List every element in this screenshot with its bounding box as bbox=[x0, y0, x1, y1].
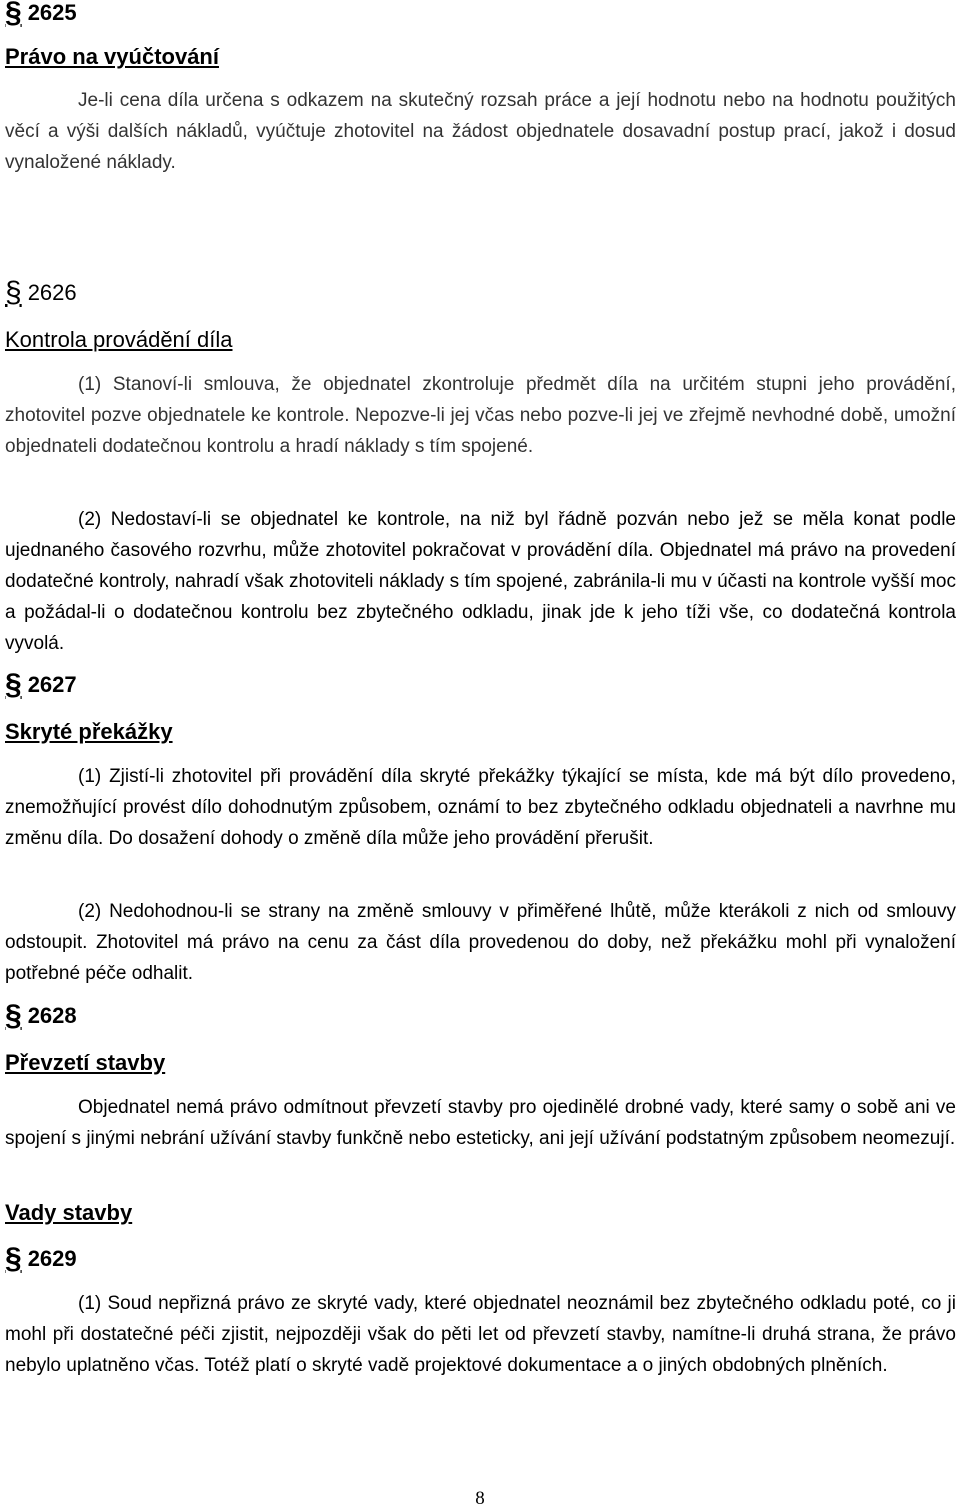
section-symbol: § bbox=[5, 0, 22, 29]
paragraph: (2) Nedohodnou-li se strany na změně smlouvy v přiměřené lhůtě, může kterákoli z nich od smlouvy odstoupit. Zhotovitel má právo na cenu za část díla provedenou do doby, než překážku mohl při vynaložení potřebné péče odhalit. bbox=[5, 901, 956, 984]
section-number-2628: § 2628 bbox=[5, 999, 77, 1032]
section-title-2627: Skryté překážky bbox=[5, 719, 173, 744]
section-number-2629: § 2629 bbox=[5, 1242, 77, 1275]
section-symbol: § bbox=[5, 1242, 22, 1275]
section-symbol: § bbox=[5, 276, 22, 309]
section-number-2627: § 2627 bbox=[5, 668, 77, 701]
paragraph: (1) Soud nepřizná právo ze skryté vady, které objednatel neoznámil bez zbytečného odkladu poté, co ji mohl při dostatečné péči zjistit, nejpozději však do pěti let od převzetí stavby, namítne-li druhá strana, že právo nebylo uplatněno včas. Totéž platí o skryté vadě projektové dokumentace a o jiných obdobných plněních. bbox=[5, 1293, 956, 1376]
section-symbol: § bbox=[5, 999, 22, 1032]
section-title-2625: Právo na vyúčtování bbox=[5, 44, 219, 69]
group-heading: Vady stavby bbox=[5, 1200, 133, 1225]
paragraph: Objednatel nemá právo odmítnout převzetí stavby pro ojedinělé drobné vady, které samy o sobě ani ve spojení s jinými nebrání užívání stavby funkčně nebo esteticky, ani její užívání podstatným způsobem neomezují. bbox=[5, 1097, 956, 1149]
section-title-2626: Kontrola provádění díla bbox=[5, 327, 233, 352]
section-number-2625: § 2625 bbox=[5, 0, 77, 26]
paragraph: (1) Stanoví-li smlouva, že objednatel zkontroluje předmět díla na určitém stupni jeho provádění, zhotovitel pozve objednatele ke kontrole. Nepozve-li jej včas nebo pozve-li jej ve zřejmě nevhodné době, umožní objednateli dodatečnou kontrolu a hradí náklady s tím spojené. bbox=[5, 374, 956, 457]
paragraph: (2) Nedostaví-li se objednatel ke kontrole, na niž byl řádně pozván nebo jež se měla konat podle ujednaného časového rozvrhu, může zhotovitel pokračovat v provádění díla. Objednatel má právo na provedení dodatečné kontroly, nahradí však zhotoviteli náklady s tím spojené, zabránila-li mu v účasti na kontrole vyšší moc a požádal-li o dodatečnou kontrolu bez zbytečného odkladu, jinak jde k jeho tíži vše, co dodatečná kontrola vyvolá. bbox=[5, 509, 956, 654]
page-number: 8 bbox=[475, 1488, 485, 1509]
section-title-2628: Převzetí stavby bbox=[5, 1050, 166, 1075]
section-symbol: § bbox=[5, 668, 22, 701]
paragraph: Je-li cena díla určena s odkazem na skutečný rozsah práce a její hodnotu nebo na hodnotu použitých věcí a výši dalších nákladů, vyúčtuje zhotovitel na žádost objednatele dosavadní postup prací, jakož i dosud vynaložené náklady. bbox=[5, 90, 956, 173]
section-number-2626: § 2626 bbox=[5, 276, 77, 309]
paragraph: (1) Zjistí-li zhotovitel při provádění díla skryté překážky týkající se místa, kde má být dílo provedeno, znemožňující provést dílo dohodnutým způsobem, oznámí to bez zbytečného odkladu objednateli a navrhne mu změnu díla. Do dosažení dohody o změně díla může jeho provádění přerušit. bbox=[5, 766, 956, 849]
